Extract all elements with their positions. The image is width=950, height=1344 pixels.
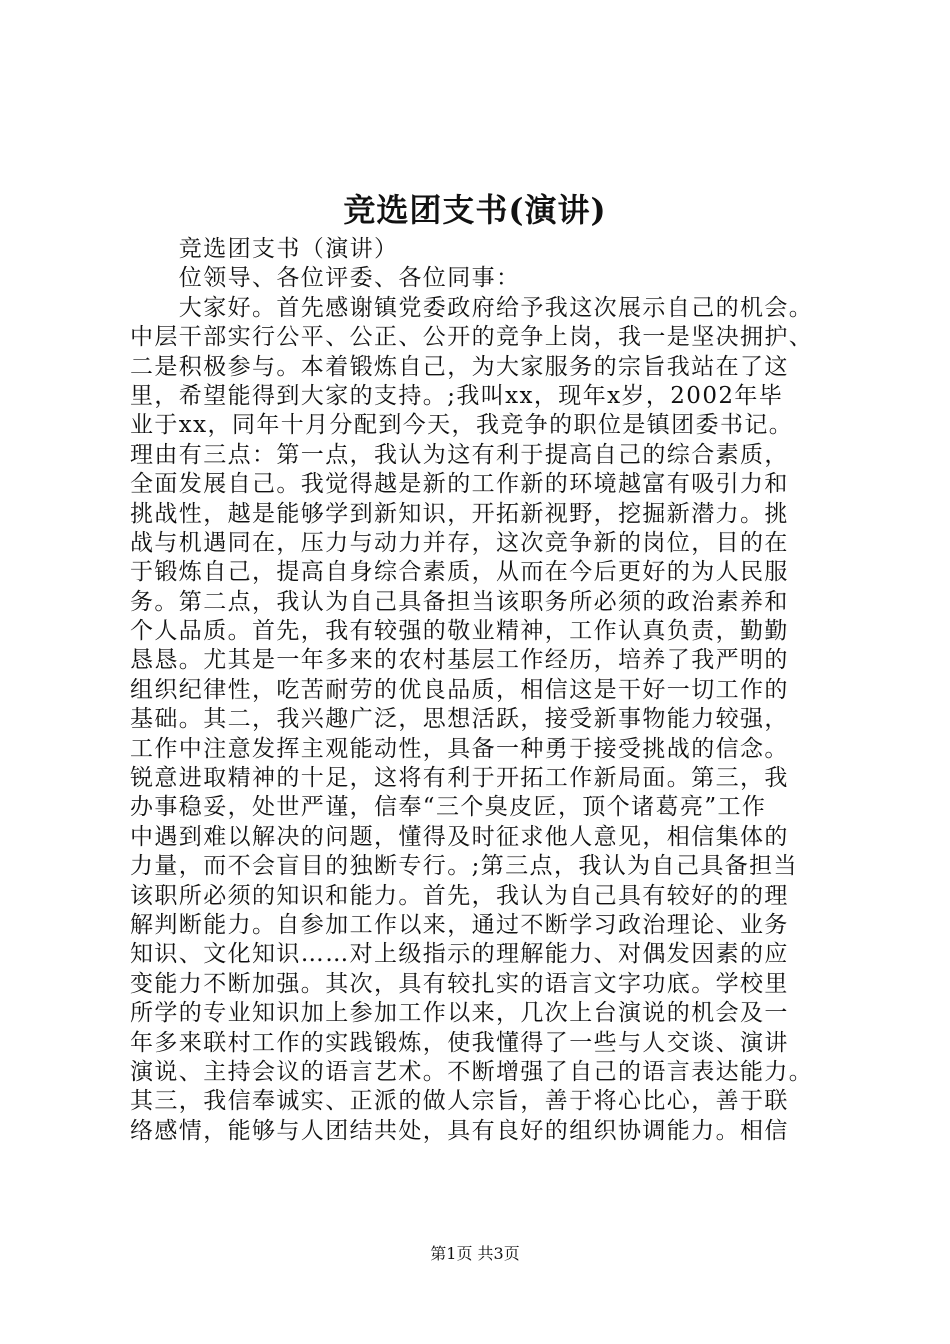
text-line: 全面发展自己。我觉得越是新的工作新的环境越富有吸引力和 [130,471,789,498]
text-line: 竞选团支书（演讲） [130,236,399,262]
page-title: 竞选团支书(演讲) [343,191,607,229]
text-line: 战与机遇同在，压力与动力并存，这次竞争新的岗位，目的在 [130,529,789,556]
text-line: 该职所必须的知识和能力。首先，我认为自己具有较好的的理 [130,882,789,909]
text-line: 理由有三点：第一点，我认为这有利于提高自己的综合素质， [130,441,789,468]
text-line: 位领导、各位评委、各位同事： [130,265,521,292]
text-line: 工作中注意发挥主观能动性，具备一种勇于接受挑战的信念。 [130,735,789,762]
text-line: 务。第二点，我认为自己具备担当该职务所必须的政治素养和 [130,588,789,615]
text-line: 中遇到难以解决的问题，懂得及时征求他人意见，相信集体的 [130,823,789,850]
text-line: 恳恳。尤其是一年多来的农村基层工作经历，培养了我严明的 [130,647,789,674]
text-line: 个人品质。首先，我有较强的敬业精神，工作认真负责，勤勤 [130,618,789,645]
text-line: 挑战性，越是能够学到新知识，开拓新视野，挖掘新潜力。挑 [130,500,789,527]
document-body [130,235,850,1146]
text-line: 络感情，能够与人团结共处，具有良好的组织协调能力。相信 [130,1117,789,1144]
text-line: 年多来联村工作的实践锻炼，使我懂得了一些与人交谈、演讲 [130,1029,789,1056]
text-line: 演说、主持会议的语言艺术。不断增强了自己的语言表达能力。 [130,1058,814,1085]
text-line: 力量，而不会盲目的独断专行。;第三点，我认为自己具备担当 [130,853,798,880]
text-line: 变能力不断加强。其次，具有较扎实的语言文字功底。学校里 [130,970,789,997]
text-line: 基础。其二，我兴趣广泛，思想活跃，接受新事物能力较强， [130,706,789,733]
text-line: 业于xx，同年十月分配到今天，我竞争的职位是镇团委书记。 [130,412,794,439]
text-line: 里，希望能得到大家的支持。;我叫xx，现年x岁，2002年毕 [130,382,784,409]
text-line: 解判断能力。自参加工作以来，通过不断学习政治理论、业务 [130,911,789,938]
text-line: 二是积极参与。本着锻炼自己，为大家服务的宗旨我站在了这 [130,353,789,380]
text-line: 办事稳妥，处世严谨，信奉“三个臭皮匠，顶个诸葛亮”工作 [130,794,767,821]
text-line: 所学的专业知识加上参加工作以来，几次上台演说的机会及一 [130,1000,789,1027]
text-line: 其三，我信奉诚实、正派的做人宗旨，善于将心比心，善于联 [130,1088,789,1115]
text-line: 知识、文化知识……对上级指示的理解能力、对偶发因素的应 [130,941,789,968]
text-line: 中层干部实行公平、公正、公开的竞争上岗，我一是坚决拥护、 [130,324,814,351]
text-line: 于锻炼自己，提高自身综合素质，从而在今后更好的为人民服 [130,559,789,586]
text-line: 大家好。首先感谢镇党委政府给予我这次展示自己的机会。 [130,294,814,321]
text-line: 锐意进取精神的十足，这将有利于开拓工作新局面。第三，我 [130,765,789,792]
page-footer: 第1页 共3页 [430,1244,520,1263]
text-line: 组织纪律性，吃苦耐劳的优良品质，相信这是干好一切工作的 [130,676,789,703]
